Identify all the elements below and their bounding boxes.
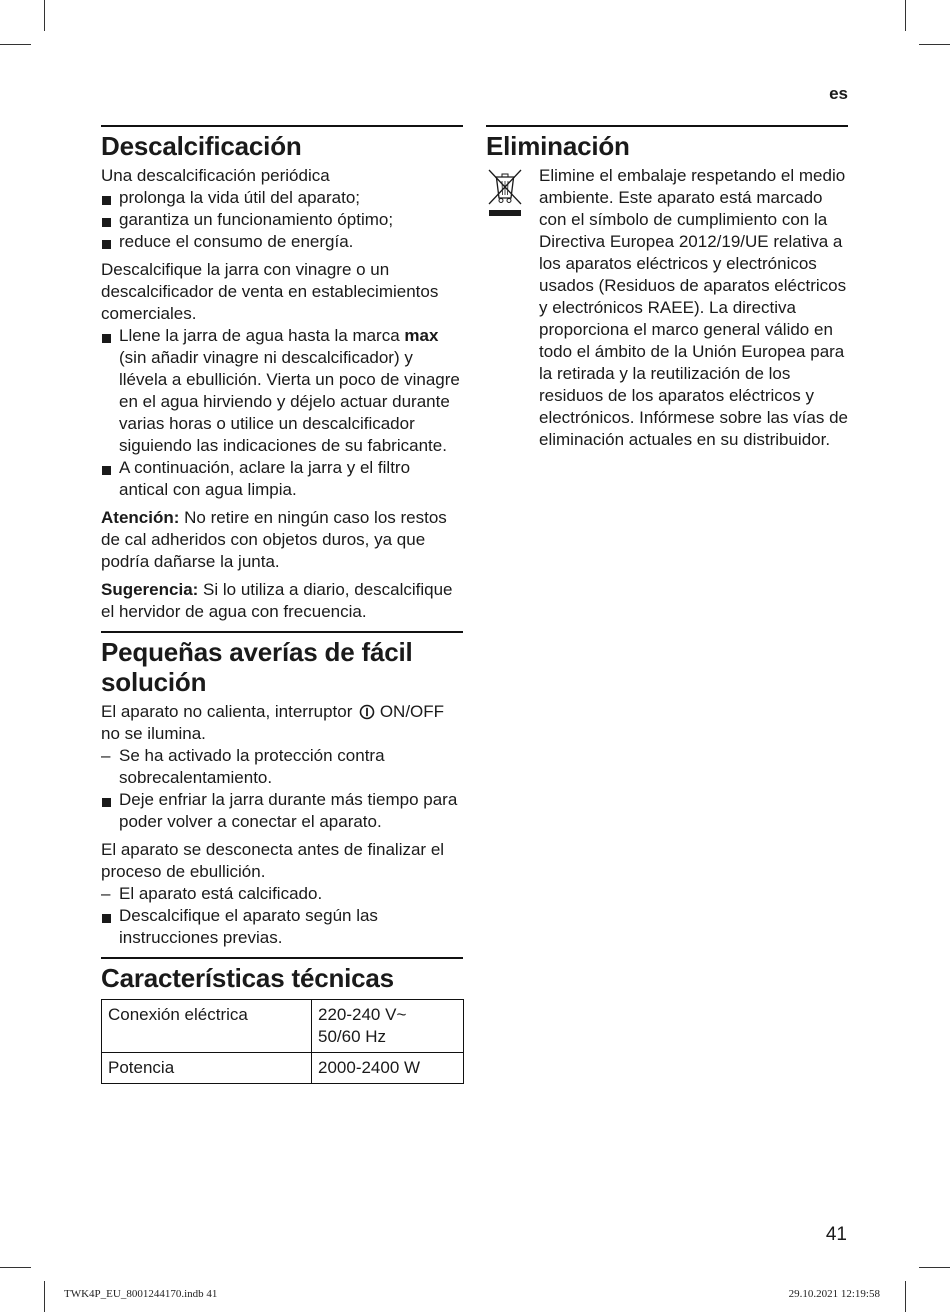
specs-table	[101, 999, 464, 1084]
crop-mark	[919, 44, 950, 45]
fault-1-text-a: El aparato no calienta, interruptor	[101, 702, 358, 721]
fault-2-list	[101, 883, 463, 949]
spec-value	[312, 1000, 464, 1053]
spec-value-line: 50/60 Hz	[318, 1027, 387, 1046]
list-item	[101, 231, 463, 253]
list-item-text: Se ha activado la protección contra sobrecalentamiento.	[119, 746, 385, 787]
descaling-steps	[101, 325, 463, 501]
list-item	[101, 457, 463, 501]
step-text-c: (sin añadir vinagre ni descalcificador) y llévela a ebullición. Vierta un poco de vinagre en el agua hirviendo y déjelo actuar durante varias horas o utilice un descalcificador siguiendo las indicaciones de su fabricante.	[119, 348, 460, 455]
descaling-intro: Una descalcificación periódica	[101, 166, 330, 185]
footer-date: 29.10.2021 12:19:58	[788, 1288, 880, 1300]
crop-mark	[44, 1281, 45, 1312]
list-item-text: Descalcifique el aparato según las instrucciones previas.	[119, 906, 378, 947]
list-item-text: El aparato está calcificado.	[119, 884, 323, 903]
attention-note	[101, 507, 463, 573]
attention-label: Atención:	[101, 508, 180, 527]
list-item	[101, 883, 463, 905]
descaling-section	[101, 125, 463, 623]
descaling-paragraph: Descalcifique la jarra con vinagre o un descalcificador de venta en establecimientos comerciales.	[101, 260, 439, 323]
disposal-text: Elimine el embalaje respetando el medio ambiente. Este aparato está marcado con el símbolo de cumplimiento con la Directiva Europea 2012/19/UE relativa a los aparatos eléctricos y electrónicos usados (Residuos de aparatos eléctricos y electrónicos RAEE). La directiva proporciona el marco general válido en todo el ámbito de la Unión Europea para la retirada y la reutilización de los residuos de los aparatos eléctricos y electrónicos. Infórmese sobre las vías de eliminación actuales en su distribuidor.	[539, 166, 848, 449]
table-row	[102, 1000, 464, 1053]
fault-1-text-b: ON/OFF no se ilumina.	[101, 702, 445, 743]
specs-section	[101, 957, 463, 1084]
faults-title: Pequeñas averías de fácil solución	[101, 637, 413, 697]
right-column	[486, 125, 848, 457]
list-item	[101, 789, 463, 833]
footer-file: TWK4P_EU_8001244170.indb 41	[64, 1288, 218, 1300]
faults-section	[101, 631, 463, 949]
specs-title: Características técnicas	[101, 963, 394, 993]
page-number: 41	[825, 1224, 847, 1245]
max-mark-label: max	[404, 326, 439, 345]
disposal-title: Eliminación	[486, 131, 630, 161]
attention-text: No retire en ningún caso los restos de cal adheridos con objetos duros, ya que podría dañarse la junta.	[101, 508, 447, 571]
power-icon	[359, 704, 375, 720]
list-item-text: A continuación, aclare la jarra y el filtro antical con agua limpia.	[119, 458, 411, 499]
crop-mark	[44, 0, 45, 31]
crop-mark	[0, 44, 31, 45]
fault-2: El aparato se desconecta antes de finalizar el proceso de ebullición.	[101, 840, 445, 881]
crop-mark	[919, 1267, 950, 1268]
disposal-section	[486, 125, 848, 451]
descaling-title: Descalcificación	[101, 131, 302, 161]
list-item-text: garantiza un funcionamiento óptimo;	[119, 210, 394, 229]
spec-value: 2000-2400 W	[312, 1053, 464, 1084]
disposal-block	[486, 165, 848, 451]
list-item	[101, 187, 463, 209]
tip-text: Si lo utiliza a diario, descalcifique el hervidor de agua con frecuencia.	[101, 580, 453, 621]
spec-value-line: 220-240 V~	[318, 1005, 407, 1024]
spec-label: Potencia	[102, 1053, 312, 1084]
list-item	[101, 745, 463, 789]
crop-mark	[905, 0, 906, 31]
table-row	[102, 1053, 464, 1084]
list-item	[101, 905, 463, 949]
crop-mark	[0, 1267, 31, 1268]
list-item-text: Deje enfriar la jarra durante más tiempo para poder volver a conectar el aparato.	[119, 790, 458, 831]
fault-1	[101, 701, 463, 745]
fault-1-list	[101, 745, 463, 833]
weee-crossed-bin-icon	[486, 167, 524, 217]
list-item-text: prolonga la vida útil del aparato;	[119, 188, 360, 207]
language-code: es	[829, 84, 848, 103]
tip-note	[101, 579, 463, 623]
list-item	[101, 209, 463, 231]
left-column	[101, 125, 463, 1084]
step-text-a: Llene la jarra de agua hasta la marca	[119, 326, 405, 345]
spec-label: Conexión eléctrica	[102, 1000, 312, 1053]
crop-mark	[905, 1281, 906, 1312]
list-item	[101, 325, 463, 457]
tip-label: Sugerencia:	[101, 580, 199, 599]
list-item-text: reduce el consumo de energía.	[119, 232, 354, 251]
descaling-benefits	[101, 187, 463, 253]
